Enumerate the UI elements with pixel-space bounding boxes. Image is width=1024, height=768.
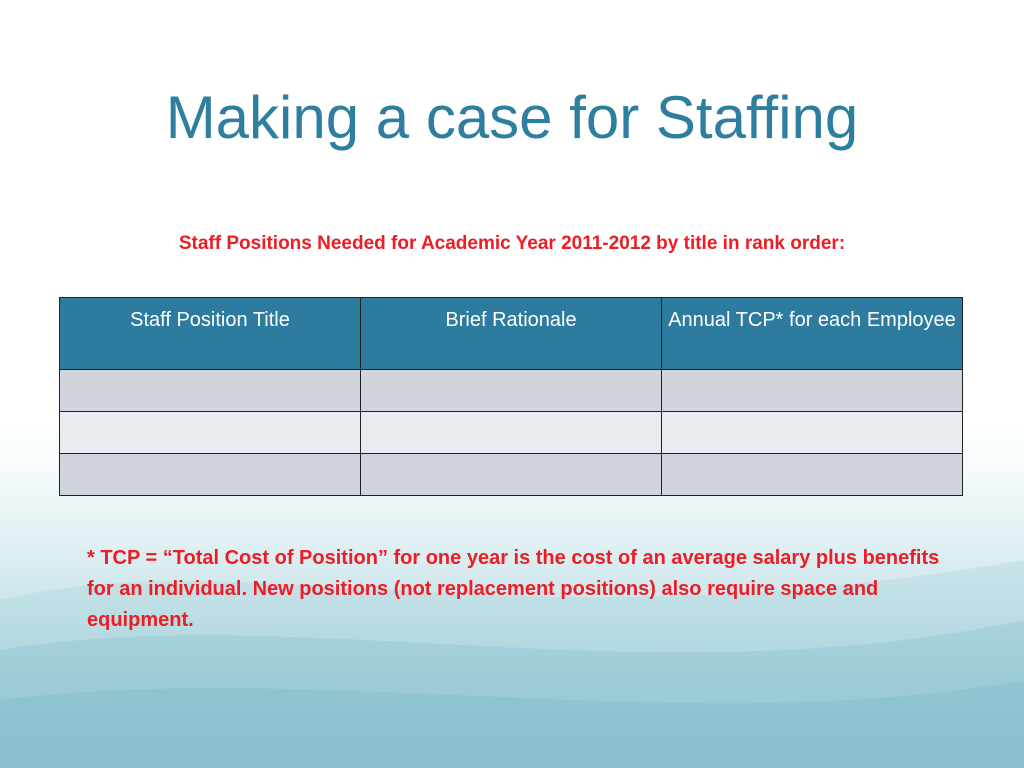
column-header-annual-tcp: Annual TCP* for each Employee — [662, 298, 963, 370]
table-cell — [60, 412, 361, 454]
column-header-brief-rationale: Brief Rationale — [361, 298, 662, 370]
staff-positions-table — [59, 297, 963, 496]
table-cell — [361, 412, 662, 454]
table-cell — [361, 454, 662, 496]
table-cell — [662, 454, 963, 496]
table-row — [60, 370, 963, 412]
table-cell — [662, 370, 963, 412]
table-header-row — [60, 298, 963, 370]
table-cell — [60, 454, 361, 496]
table-cell — [60, 370, 361, 412]
column-header-position-title: Staff Position Title — [60, 298, 361, 370]
table-row — [60, 454, 963, 496]
table-row — [60, 412, 963, 454]
tcp-footnote: * TCP = “Total Cost of Position” for one year is the cost of an average salary plus benefits for an individual. New positions (not replacement positions) also require space and equipment. — [87, 547, 940, 631]
table-cell — [662, 412, 963, 454]
table-caption: Staff Positions Needed for Academic Year 2011-2012 by title in rank order: — [178, 233, 846, 254]
table-cell — [361, 370, 662, 412]
slide-title: Making a case for Staffing — [165, 84, 859, 151]
